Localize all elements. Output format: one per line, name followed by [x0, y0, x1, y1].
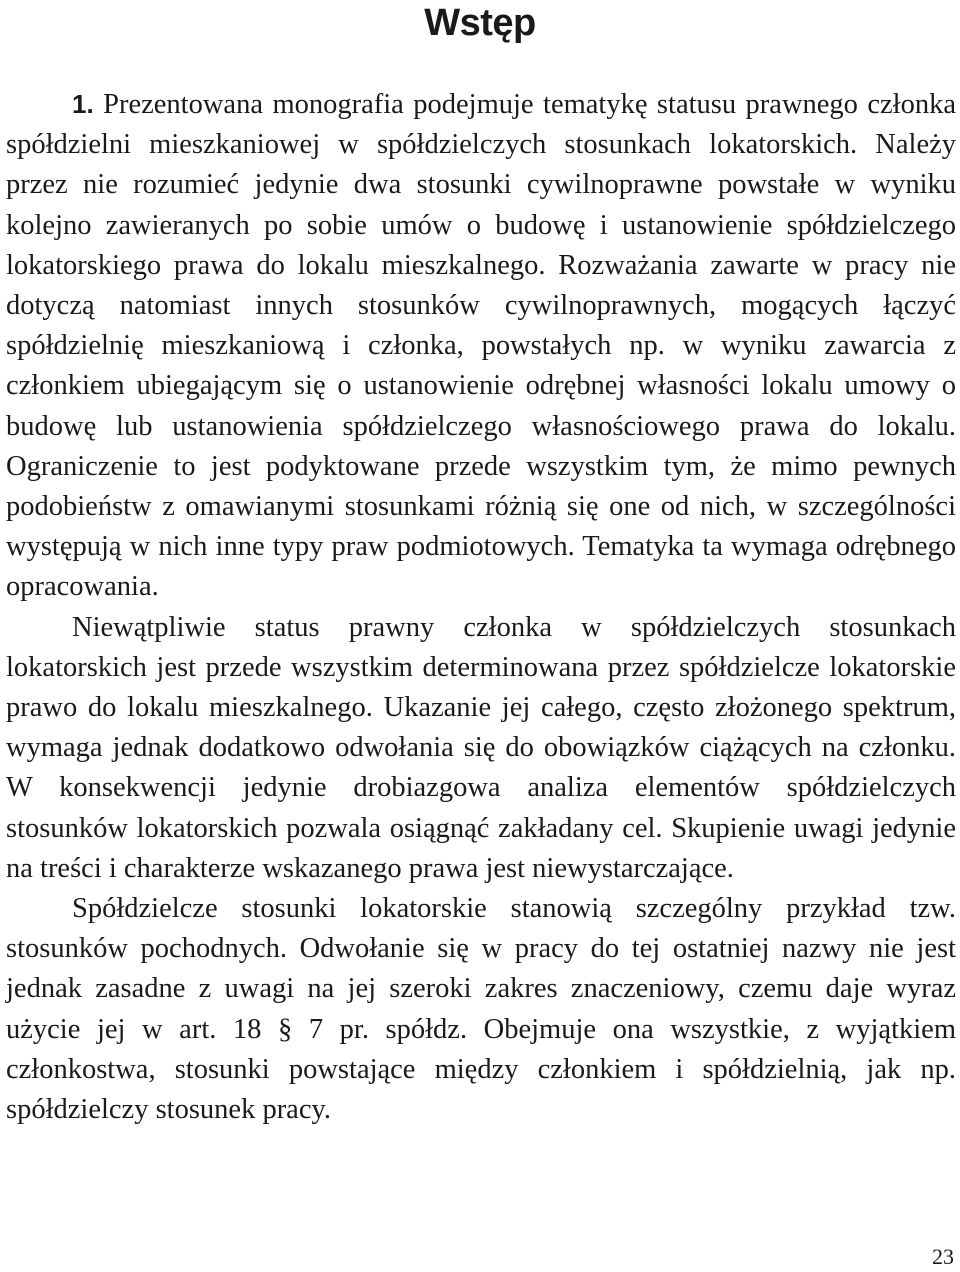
- page-number: 23: [932, 1244, 954, 1269]
- page-title: Wstęp: [424, 2, 536, 44]
- paragraph-3: [6, 889, 956, 1130]
- paragraph-text: Niewątpliwie status prawny członka w spółdzielczych stosunkach lokatorskich jest przede wszystkim determinowana przez spółdzielcze lokatorskie prawo do lokalu mieszkalnego. Ukazanie jej całego, często złożonego spektrum, wymaga jednak dodatkowo odwołania się do obowiązków ciążących na członku. W konsekwencji jedynie drobiazgowa analiza elementów spółdzielczych stosunków lokatorskich pozwala osiągnąć zakładany cel. Skupienie uwagi jedynie na treści i charakterze wskazanego prawa jest niewystarczające.: [6, 611, 956, 884]
- body-text: [6, 84, 956, 1130]
- paragraph-text: Prezentowana monografia podejmuje tematykę statusu prawnego członka spółdzielni mieszkaniowej w spółdzielczych stosunkach lokatorskich. Należy przez nie rozumieć jedynie dwa stosunki cywilnoprawne powstałe w wyniku kolejno zawieranych po sobie umów o budowę i ustanowienie spółdzielczego lokatorskiego prawa do lokalu mieszkalnego. Rozważania zawarte w pracy nie dotyczą natomiast innych stosunków cywilnoprawnych, mogących łączyć spółdzielnię mieszkaniową i członka, powstałych np. w wyniku zawarcia z członkiem ubiegającym się o ustanowienie odrębnej własności lokalu umowy o budowę lub ustanowienia spółdzielczego własnościowego prawa do lokalu. Ograniczenie to jest podyktowane przede wszystkim tym, że mimo pewnych podobieństw z omawianymi stosunkami różnią się one od nich, w szczególności występują w nich inne typy praw podmiotowych. Tematyka ta wymaga odrębnego opracowania.: [6, 89, 956, 603]
- paragraph-text: Spółdzielcze stosunki lokatorskie stanowią szczególny przykład tzw. stosunków pochodnych. Odwołanie się w pracy do tej ostatniej nazwy nie jest jednak zasadne z uwagi na jej szeroki zakres znaczeniowy, czemu daje wyraz użycie jej w art. 18 § 7 pr. spółdz. Obejmuje ona wszystkie, z wyjątkiem członkostwa, stosunki powstające między członkiem i spółdzielnią, jak np. spółdzielczy stosunek pracy.: [6, 893, 956, 1126]
- paragraph-2: [6, 608, 956, 889]
- paragraph-1: [6, 84, 956, 608]
- paragraph-number: 1.: [72, 89, 94, 119]
